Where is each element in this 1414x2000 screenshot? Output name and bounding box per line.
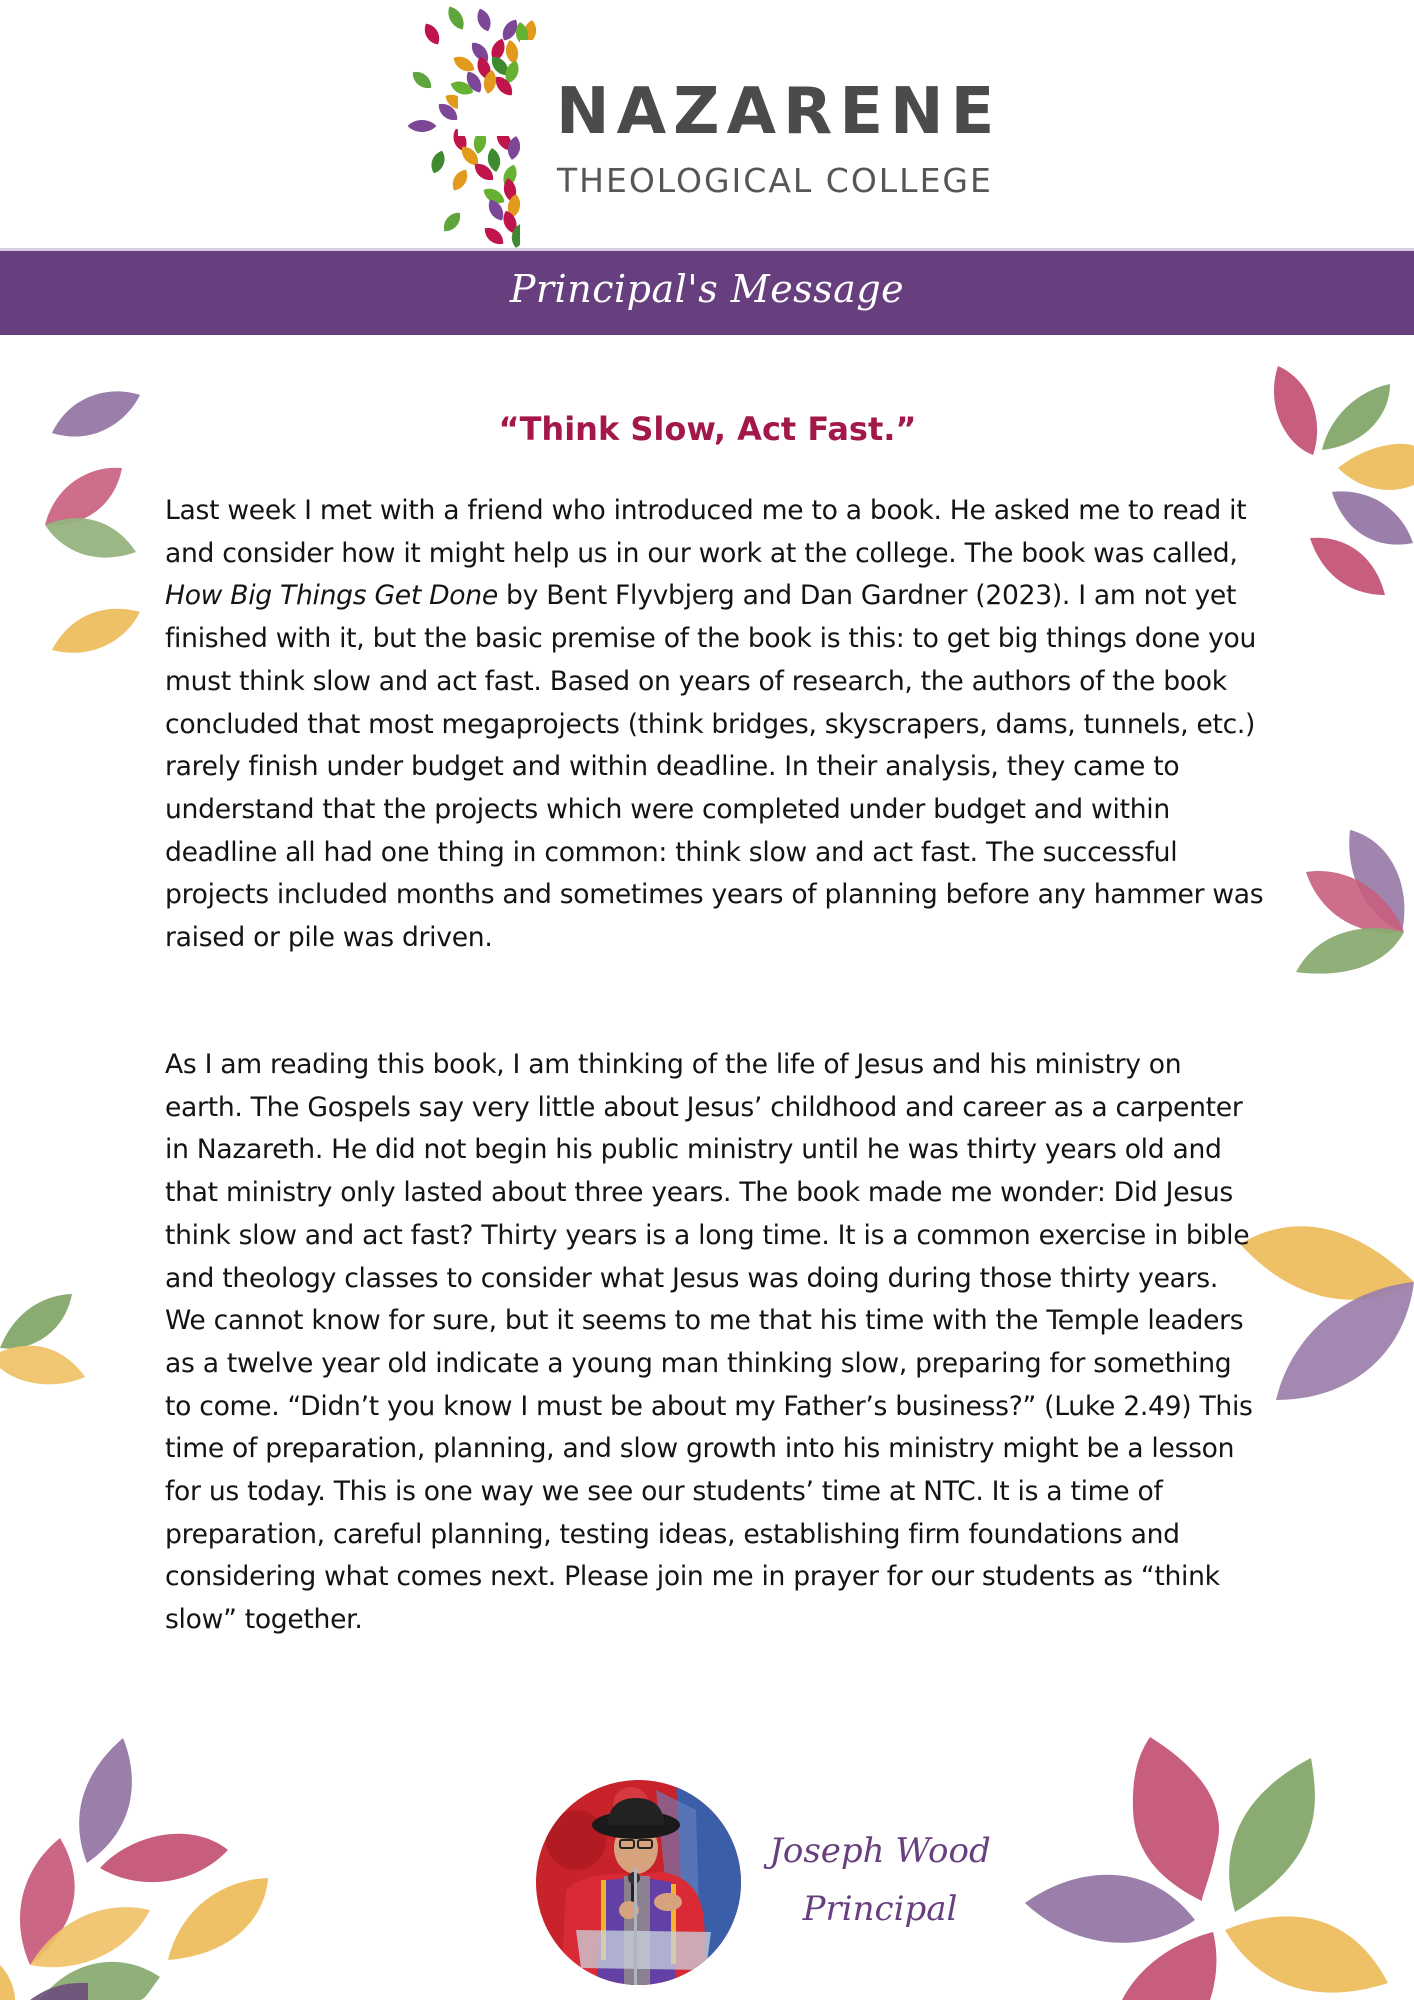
signature-block: [760, 1822, 1000, 1938]
article-paragraph: [165, 490, 1265, 960]
signature-role: Principal: [802, 1889, 958, 1929]
book-title: How Big Things Get Done: [165, 580, 498, 612]
article-paragraph: As I am reading this book, I am thinking of the life of Jesus and his ministry on earth. The Gospels say very little about Jesus’ childhood and career as a carpenter in Nazareth. He did not begin his public ministry until he was thirty years old and that ministry only lasted about three years. The book made me wonder: Did Jesus think slow and act fast? Thirty years is a long time. It is a common exercise in bible and theology classes to consider what Jesus was doing during those thirty years. We cannot know for sure, but it seems to me that his time with the Temple leaders as a twelve year old indicate a young man thinking slow, preparing for something to come. “Didn’t you know I must be about my Father’s business?” (Luke 2.49) This time of preparation, planning, and slow growth into his ministry might be a lesson for us today. This is one way we see our students’ time at NTC. It is a time of preparation, careful planning, testing ideas, establishing firm foundations and considering what comes next. Please join me in prayer for our students as “think slow” together.: [165, 1049, 1253, 1636]
leaf-decoration-icon: [0, 370, 160, 670]
logo-subtitle: THEOLOGICAL COLLEGE: [557, 161, 993, 200]
signature-name: Joseph Wood: [769, 1831, 991, 1871]
principal-photo: [536, 1780, 741, 1985]
paragraph-text: by Bent Flyvbjerg and Dan Gardner (2023). I am not yet finished with it, but the basic premise of the book is this: to get big things done you must think slow and act fast. Based on years of research, the authors of the book concluded that most megaprojects (think bridges, skyscrapers, dams, tunnels, etc.) rarely finish under budget and within deadline. In their analysis, they came to understand that the projects which were completed under budget and within deadline all had one thing in common: think slow and act fast. The successful projects included months and sometimes years of planning before any hammer was raised or pile was driven.: [165, 580, 1264, 954]
paragraph-text: Last week I met with a friend who introduced me to a book. He asked me to read it and consider how it might help us in our work at the college. The book was called,: [165, 495, 1247, 569]
principal-portrait-icon: [536, 1780, 741, 1985]
leaf-decoration-icon: [0, 1720, 300, 2000]
banner-title: Principal's Message: [509, 267, 905, 311]
logo-wordmark: NAZARENE: [556, 75, 1002, 149]
leaf-decoration-icon: [1250, 350, 1414, 610]
college-logo: [400, 0, 1020, 248]
cross-leaves-logo-icon: [400, 0, 560, 248]
leaf-decoration-icon: [1010, 1720, 1414, 2000]
leaf-decoration-icon: [1290, 820, 1414, 990]
section-banner: [0, 248, 1414, 335]
leaf-decoration-icon: [0, 1280, 100, 1400]
article-title: “Think Slow, Act Fast.”: [498, 410, 917, 448]
